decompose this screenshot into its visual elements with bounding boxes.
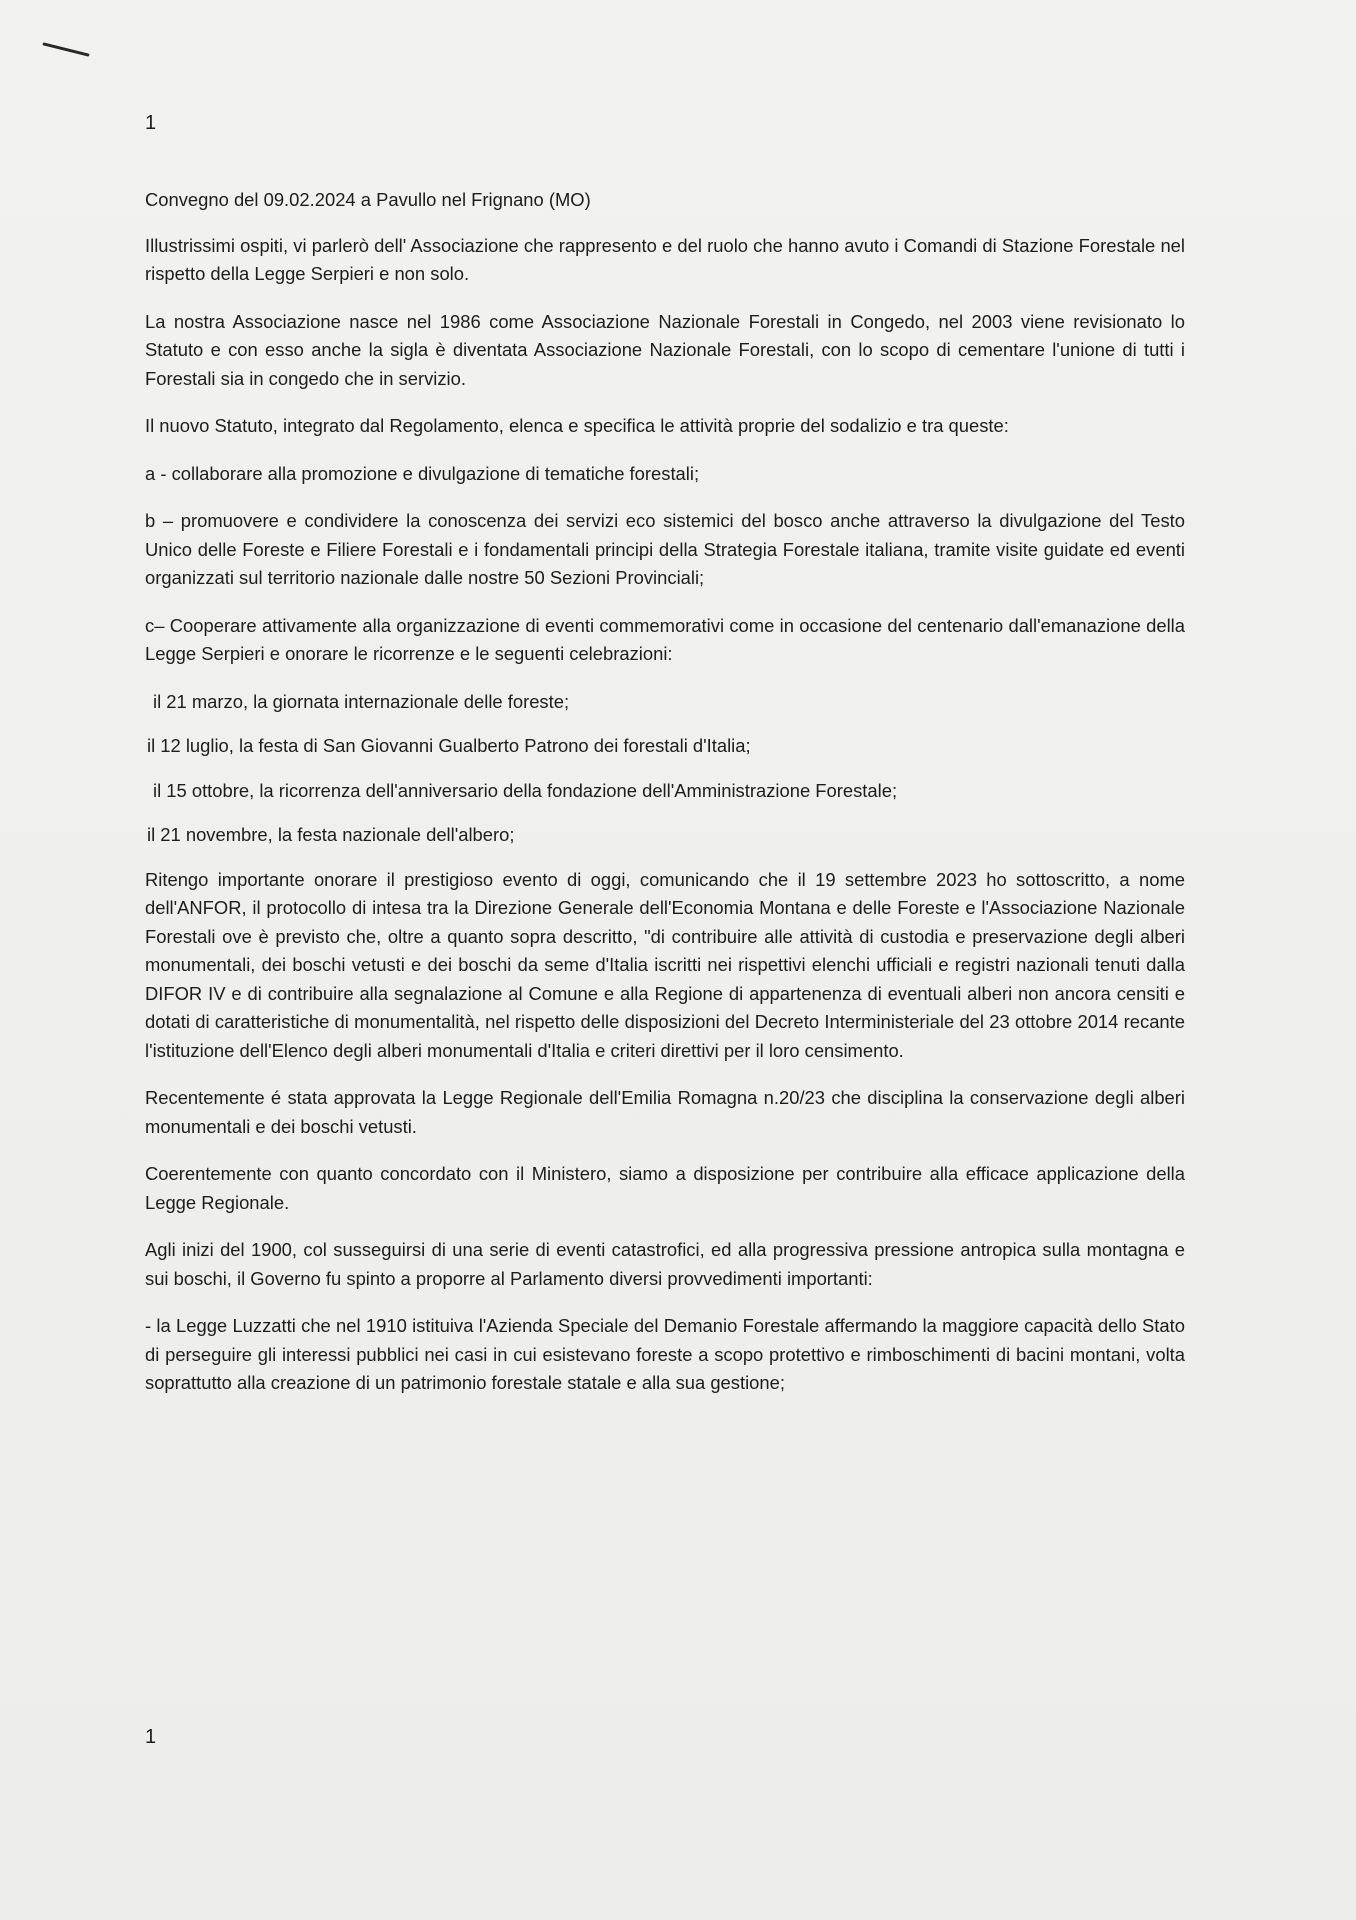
page-number-top: 1 <box>145 112 157 134</box>
regional-law-paragraph: Recentemente é stata approvata la Legge Regionale dell'Emilia Romagna n.20/23 che disciplina la conservazione degli alberi monumentali e dei boschi vetusti. <box>145 1087 1185 1137</box>
page-number-bottom: 1 <box>145 1726 157 1748</box>
list-item-a: a - collaborare alla promozione e divulgazione di tematiche forestali; <box>145 462 700 484</box>
ministry-paragraph: Coerentemente con quanto concordato con il Ministero, siamo a disposizione per contribuire alla efficace applicazione della Legge Regionale. <box>145 1163 1185 1213</box>
list-item-c: c– Cooperare attivamente alla organizzazione di eventi commemorativi come in occasione del centenario dall'emanazione della Legge Serpieri e onorare le ricorrenze e le seguenti celebrazioni: <box>145 614 1185 664</box>
luzzatti-paragraph: - la Legge Luzzatti che nel 1910 istituiva l'Azienda Speciale del Demanio Forestale affermando la maggiore capacità dello Stato di perseguire gli interessi pubblici nei casi in cui esistevano foreste a scopo protettivo e rimboschimenti di bacini montani, volta soprattutto alla creazione di un patrimonio forestale statale e alla sua gestione; <box>145 1315 1185 1393</box>
list-item-b: b – promuovere e condividere la conoscenza dei servizi eco sistemici del bosco anche attraverso la divulgazione del Testo Unico delle Foreste e Filiere Forestali e i fondamentali principi della Strategia Forestale italiana, tramite visite guidate ed eventi organizzati sul territorio nazionale dalle nostre 50 Sezioni Provinciali; <box>145 510 1185 588</box>
history-paragraph: Agli inizi del 1900, col susseguirsi di una serie di eventi catastrofici, ed alla progressiva pressione antropica sulla montagna e sui boschi, il Governo fu spinto a proporre al Parlamento diversi provvedimenti importanti: <box>145 1239 1185 1289</box>
document-heading: Convegno del 09.02.2024 a Pavullo nel Frignano (MO) <box>145 189 591 210</box>
protocol-paragraph: Ritengo importante onorare il prestigioso evento di oggi, comunicando che il 19 settembre 2023 ho sottoscritto, a nome dell'ANFOR, il protocollo di intesa tra la Direzione Generale dell'Economia Montana e delle Foreste e l'Associazione Nazionale Forestali ove è previsto che, oltre a quanto sopra descritto, "di contribuire alle attività di custodia e preservazione degli alberi monumentali, dei boschi vetusti e dei boschi da seme d'Italia iscritti nei rispettivi elenchi ufficiali e registri nazionali tenuti dalla DIFOR IV e di contribuire alla segnalazione al Comune e alla Regione di appartenenza di eventuali alberi non ancora censiti e dotati di caratteristiche di monumentalità, nel rispetto delle disposizioni del Decreto Interministeriale del 23 ottobre 2014 recante l'istituzione dell'Elenco degli alberi monumentali d'Italia e criteri direttivi per il loro censimento. <box>145 868 1185 1061</box>
pen-mark <box>42 42 89 57</box>
date-item-march: il 21 marzo, la giornata internazionale delle foreste; <box>153 690 570 712</box>
document-body <box>145 186 1185 1417</box>
date-item-july: il 12 luglio, la festa di San Giovanni Gualberto Patrono dei forestali d'Italia; <box>147 735 751 756</box>
statute-paragraph: Il nuovo Statuto, integrato dal Regolamento, elenca e specifica le attività proprie del sodalizio e tra queste: <box>145 415 1009 436</box>
association-paragraph: La nostra Associazione nasce nel 1986 come Associazione Nazionale Forestali in Congedo, nel 2003 viene revisionato lo Statuto e con esso anche la sigla è diventata Associazione Nazionale Forestali, con lo scopo di cementare l'unione di tutti i Forestali sia in congedo che in servizio. <box>145 310 1185 389</box>
date-item-november: il 21 novembre, la festa nazionale dell'albero; <box>147 824 515 845</box>
date-item-october: il 15 ottobre, la ricorrenza dell'anniversario della fondazione dell'Amministrazione Forestale; <box>153 779 898 801</box>
intro-paragraph: Illustrissimi ospiti, vi parlerò dell' Associazione che rappresento e del ruolo che hanno avuto i Comandi di Stazione Forestale nel rispetto della Legge Serpieri e non solo. <box>145 234 1185 284</box>
